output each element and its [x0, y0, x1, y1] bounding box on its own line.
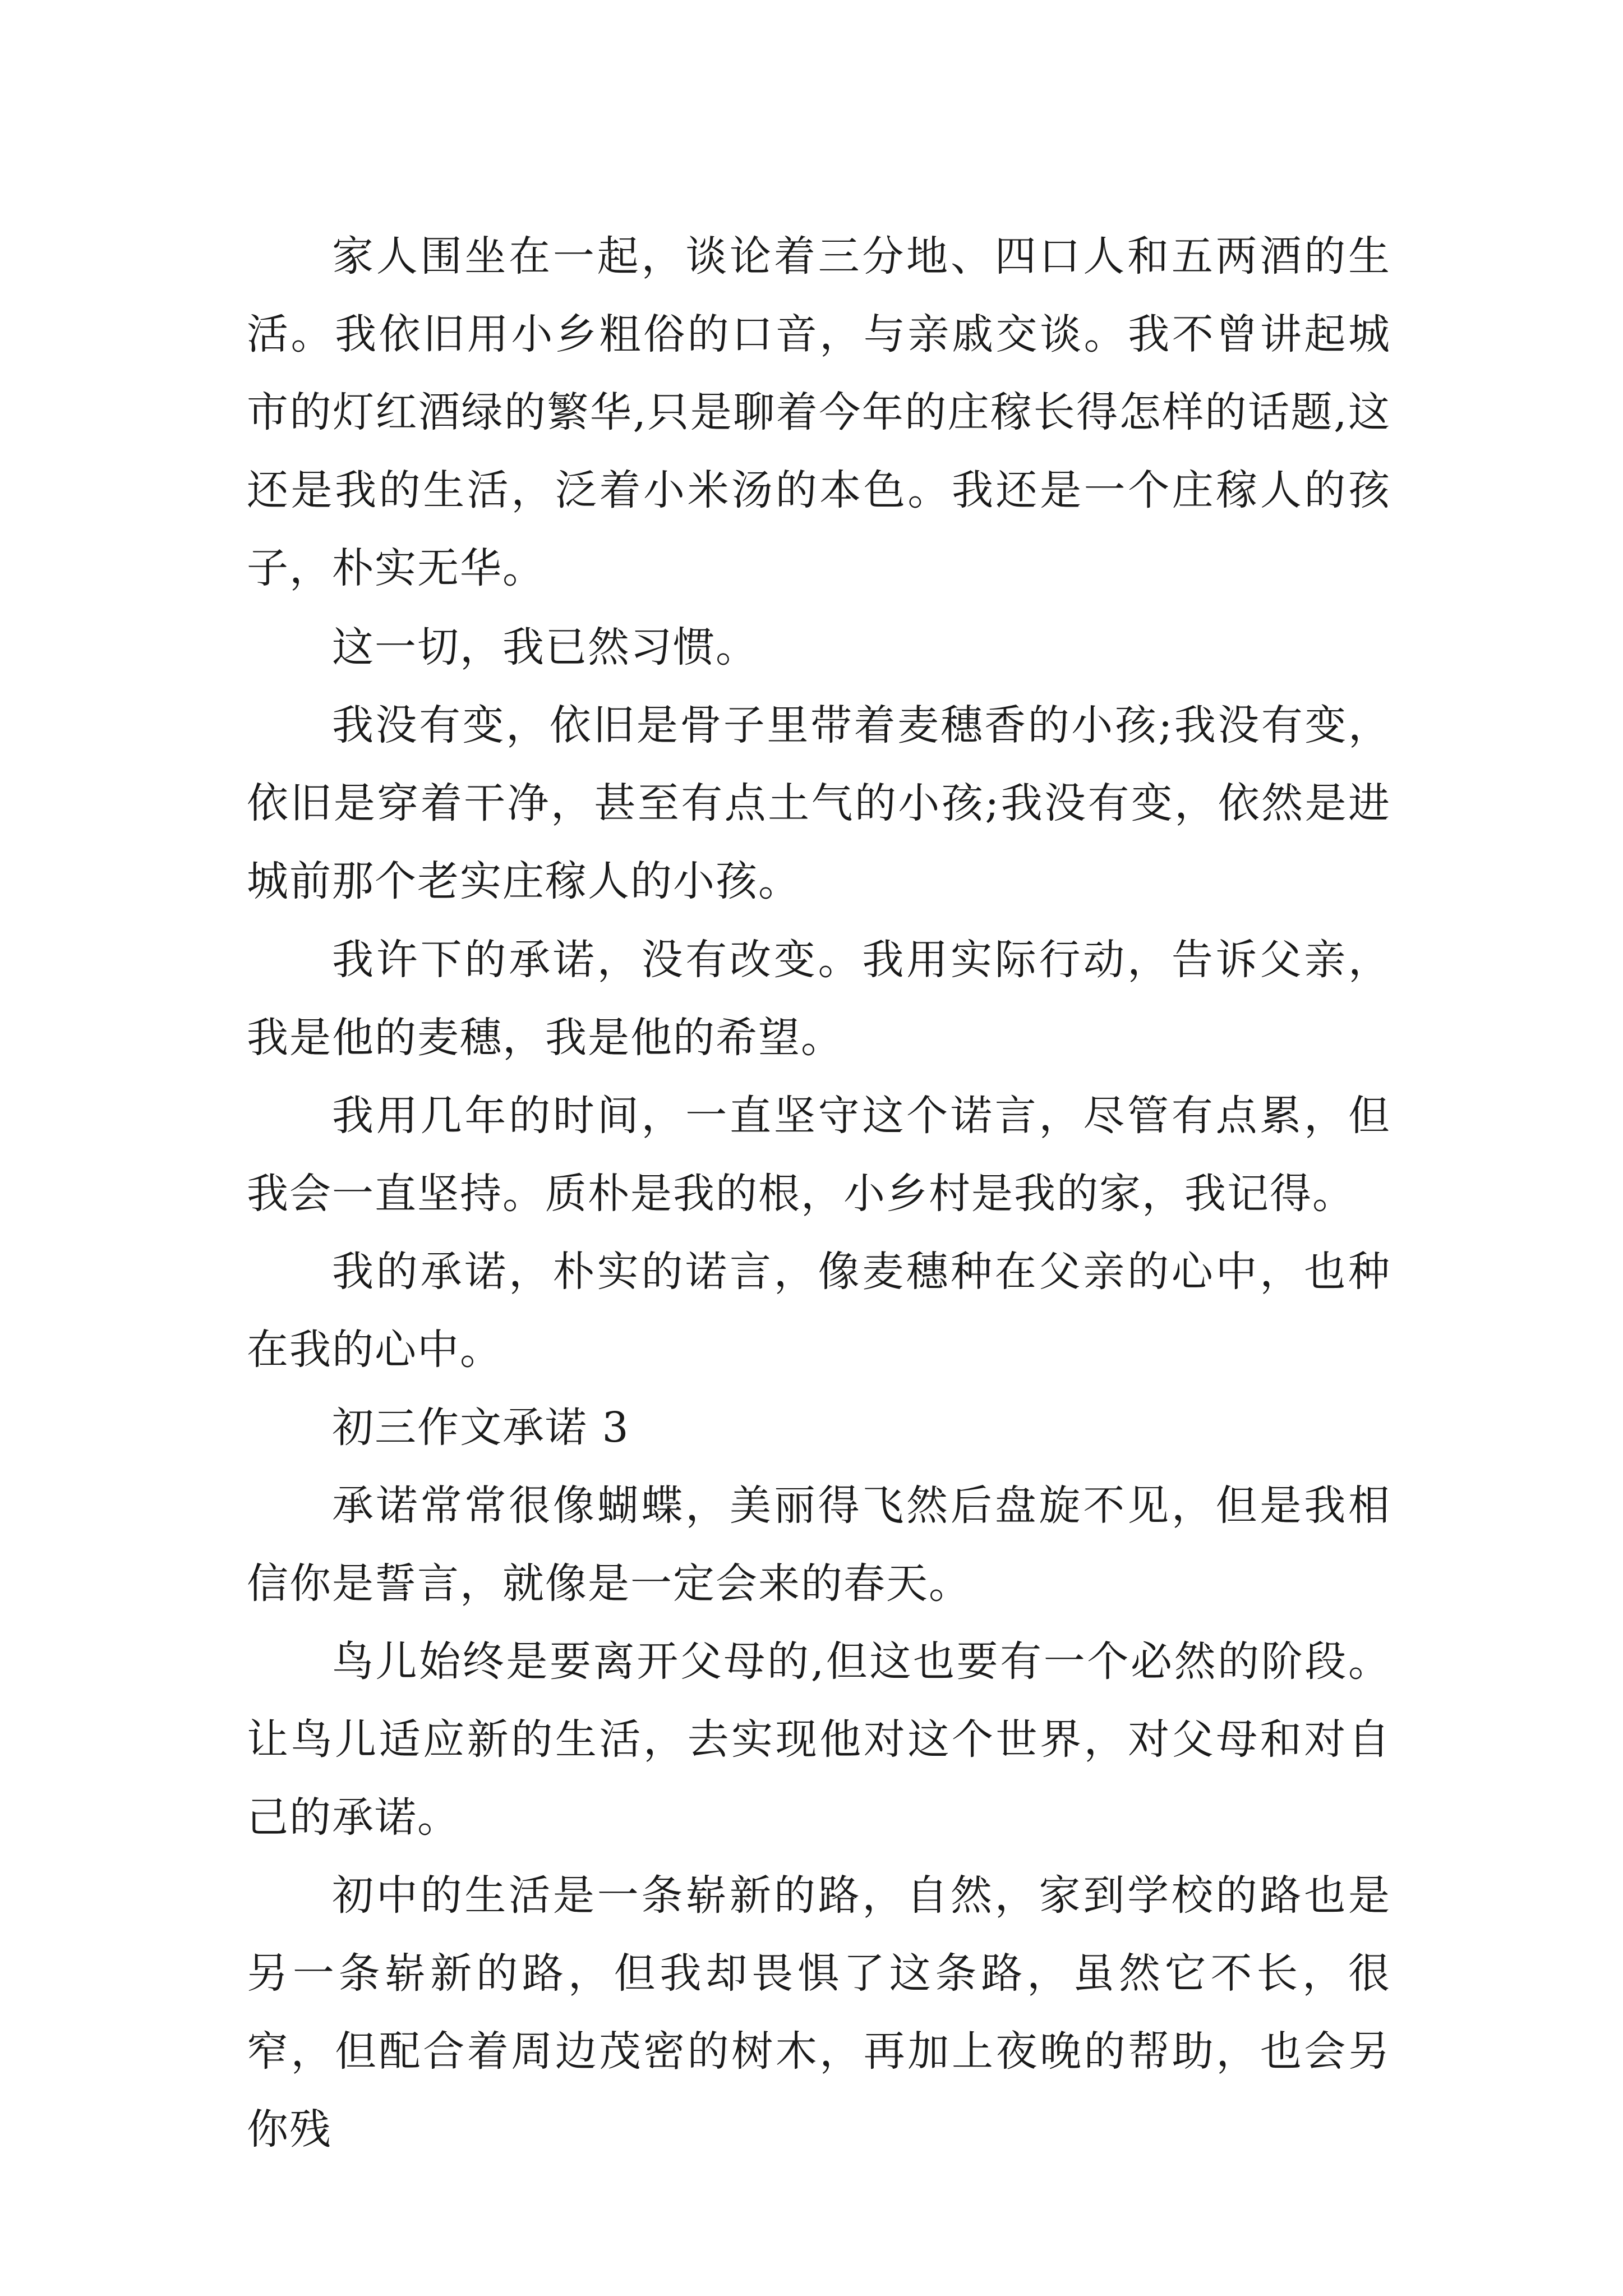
- paragraph-promise-unchanged: 我许下的承诺，没有改变。我用实际行动，告诉父亲，我是他的麦穗，我是他的希望。: [247, 936, 1391, 1062]
- paragraph-keep-promise: 我用几年的时间，一直坚守这个诺言，尽管有点累，但我会一直坚持。质朴是我的根，小乡村是我的家，我记得。: [247, 1092, 1391, 1218]
- paragraph-accustomed: 这一切，我已然习惯。: [332, 623, 758, 671]
- paragraph-family-gathering: 家人围坐在一起，谈论着三分地、四口人和五两酒的生活。我依旧用小乡粗俗的口音，与亲戚交谈。我不曾讲起城市的灯红酒绿的繁华,只是聊着今年的庄稼长得怎样的话题,这还是我的生活，泛着小米汤的本色。我还是一个庄稼人的孩子，朴实无华。: [247, 232, 1391, 592]
- paragraph-wheat-promise: 我的承诺，朴实的诺言，像麦穗种在父亲的心中，也种在我的心中。: [247, 1248, 1391, 1374]
- section-heading: 初三作文承诺 3: [332, 1404, 630, 1452]
- paragraph-butterfly: 承诺常常很像蝴蝶，美丽得飞然后盘旋不见，但是我相信你是誓言，就像是一定会来的春天。: [247, 1481, 1391, 1608]
- paragraph-not-changed: 我没有变，依旧是骨子里带着麦穗香的小孩;我没有变，依旧是穿着干净，甚至有点土气的小孩;我没有变，依然是进城前那个老实庄稼人的小孩。: [247, 701, 1391, 905]
- paragraph-bird: 鸟儿始终是要离开父母的,但这也要有一个必然的阶段。让鸟儿适应新的生活，去实现他对这个世界，对父母和对自己的承诺。: [247, 1637, 1391, 1842]
- paragraph-new-road: 初中的生活是一条崭新的路，自然，家到学校的路也是另一条崭新的路，但我却畏惧了这条路，虽然它不长，很窄，但配合着周边茂密的树木，再加上夜晚的帮助，也会另你残: [247, 1871, 1391, 2154]
